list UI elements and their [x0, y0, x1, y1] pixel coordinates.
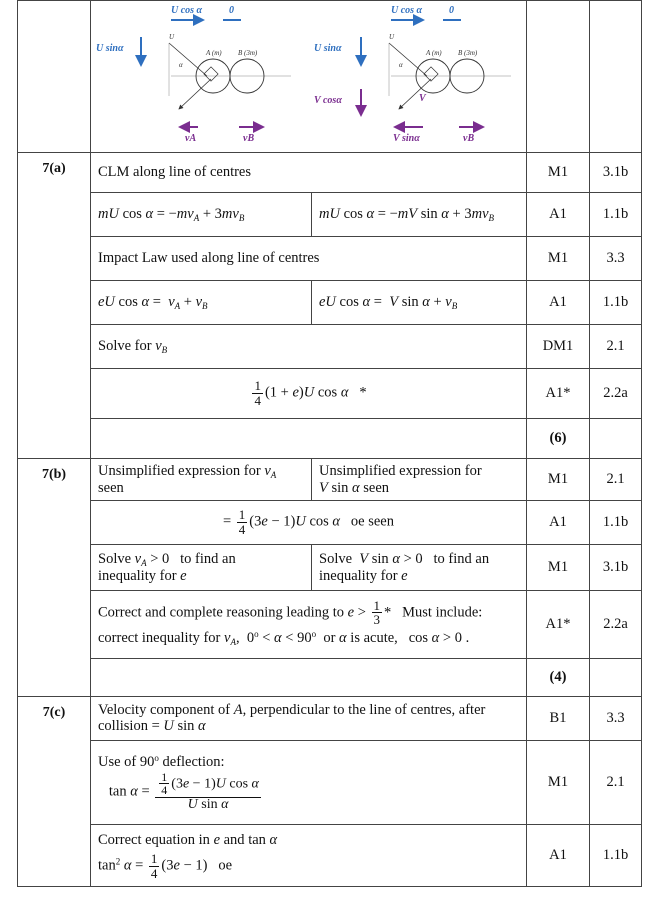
ao: 2.1 [590, 325, 642, 369]
solve-va-inequality: Solve $v_A > 0$ to find an inequality for e [91, 545, 312, 591]
total-marks-7b: (4) [549, 669, 567, 685]
solve-vsin-inequality: Solve V sin α > 0 to find an inequality for e [312, 545, 527, 591]
row-7b-2 [18, 501, 642, 545]
ao: 1.1b [590, 281, 642, 325]
row-text: Solve for $v_B$ [91, 325, 527, 369]
left-bottom-label-1: vA [185, 133, 197, 144]
right-diagram [314, 5, 511, 144]
row-7a-6 [18, 369, 642, 419]
ao: 2.2a [590, 369, 642, 419]
right-alpha: α [399, 61, 403, 69]
question-7a: 7(a) [18, 153, 91, 459]
right-bottom-label-2: vB [463, 133, 475, 144]
ao: 3.1b [590, 545, 642, 591]
ao: 2.2a [590, 591, 642, 659]
right-u-label: U [389, 33, 395, 41]
equation-impact-left: eU $\cos \alpha = v_A + v_B$ [91, 281, 312, 325]
collision-diagrams [91, 1, 526, 147]
ao: 2.1 [590, 741, 642, 825]
right-top-label-2: 0 [449, 5, 454, 16]
row-7a-4 [18, 281, 642, 325]
ao: 3.3 [590, 237, 642, 281]
ao: 2.1 [590, 459, 642, 501]
deflection-equation: Use of 90$^o$ deflection: tan α = $\frac{1}{4}$ (3e − 1)U cos α U sin α [91, 741, 527, 825]
mark: A1 [527, 193, 590, 237]
mark: A1 [527, 281, 590, 325]
mark: A1 [527, 825, 590, 887]
diagram-cell [91, 1, 527, 153]
mark: M1 [527, 545, 590, 591]
mark: A1* [527, 591, 590, 659]
ao: 3.1b [590, 153, 642, 193]
mark: A1* [527, 369, 590, 419]
mark: M1 [527, 741, 590, 825]
unsimplified-va: Unsimplified expression for $v_A$ seen [91, 459, 312, 501]
simplified-va: = $\frac{1}{4}$ (3e − 1)U cos α oe seen [91, 501, 527, 545]
ao: 1.1b [590, 193, 642, 237]
row-7b-4 [18, 591, 642, 659]
left-diagram [96, 5, 291, 144]
left-ball-b: B (3m) [238, 49, 258, 57]
row-7b-1 [18, 459, 642, 501]
mark: B1 [527, 697, 590, 741]
mark: M1 [527, 153, 590, 193]
row-7c-3 [18, 825, 642, 887]
row-7a-5 [18, 325, 642, 369]
row-7b-3 [18, 545, 642, 591]
mark: A1 [527, 501, 590, 545]
mark: M1 [527, 459, 590, 501]
right-ball-a: A (m) [426, 49, 442, 57]
right-extra-label: V cosα [314, 95, 342, 106]
right-v-label: V [419, 93, 426, 104]
row-7a-3 [18, 237, 642, 281]
ao: 1.1b [590, 825, 642, 887]
row-7c-1 [18, 697, 642, 741]
row-7a-1 [18, 153, 642, 193]
row-7a-total [18, 419, 642, 459]
row-7b-total [18, 659, 642, 697]
left-alpha: α [179, 61, 183, 69]
row-text: CLM along line of centres [91, 153, 527, 193]
right-side-label: U sinα [314, 43, 342, 54]
equation-clm-left: mU $\cos \alpha = -mv_A + 3mv_B$ [91, 193, 312, 237]
velocity-component: Velocity component of A, perpendicular to the line of centres, after collision = U sin α [91, 697, 527, 741]
mark: DM1 [527, 325, 590, 369]
tan-equation: Correct equation in e and tan α $\tan^2 \alpha$ = $\frac{1}{4}$ (3e − 1) oe [91, 825, 527, 887]
question-7b: 7(b) [18, 459, 91, 697]
unsimplified-vsin: Unsimplified expression for V sin α seen [312, 459, 527, 501]
right-ball-b: B (3m) [458, 49, 478, 57]
total-marks-7a: (6) [549, 430, 567, 446]
right-top-label-1: U cos α [391, 5, 423, 16]
left-top-label-1: U cos α [171, 5, 203, 16]
question-7c: 7(c) [18, 697, 91, 887]
mark: M1 [527, 237, 590, 281]
diagram-row [18, 1, 642, 153]
left-ball-a: A (m) [206, 49, 222, 57]
row-7c-2 [18, 741, 642, 825]
result-vb: $\frac{1}{4}$ (1 + e)U cos α * [91, 369, 527, 419]
right-bottom-label-1: V sinα [393, 133, 420, 144]
ao: 1.1b [590, 501, 642, 545]
left-u-label: U [169, 33, 175, 41]
reasoning: Correct and complete reasoning leading to e > $\frac{1}{3}$ * Must include: correct inequality for $v_A$, $0^o < \alpha < 90^o$ or α is acute, cos α > 0 . [91, 591, 527, 659]
left-top-label-2: 0 [229, 5, 234, 16]
equation-impact-right: eU cos α = V $\sin \alpha + v_B$ [312, 281, 527, 325]
equation-clm-right: mU cos α = −mV $\sin \alpha + 3mv_B$ [312, 193, 527, 237]
left-bottom-label-2: vB [243, 133, 255, 144]
row-7a-2 [18, 193, 642, 237]
mark-scheme-table [17, 0, 642, 887]
left-side-label: U sinα [96, 43, 124, 54]
row-text: Impact Law used along line of centres [91, 237, 527, 281]
ao: 3.3 [590, 697, 642, 741]
